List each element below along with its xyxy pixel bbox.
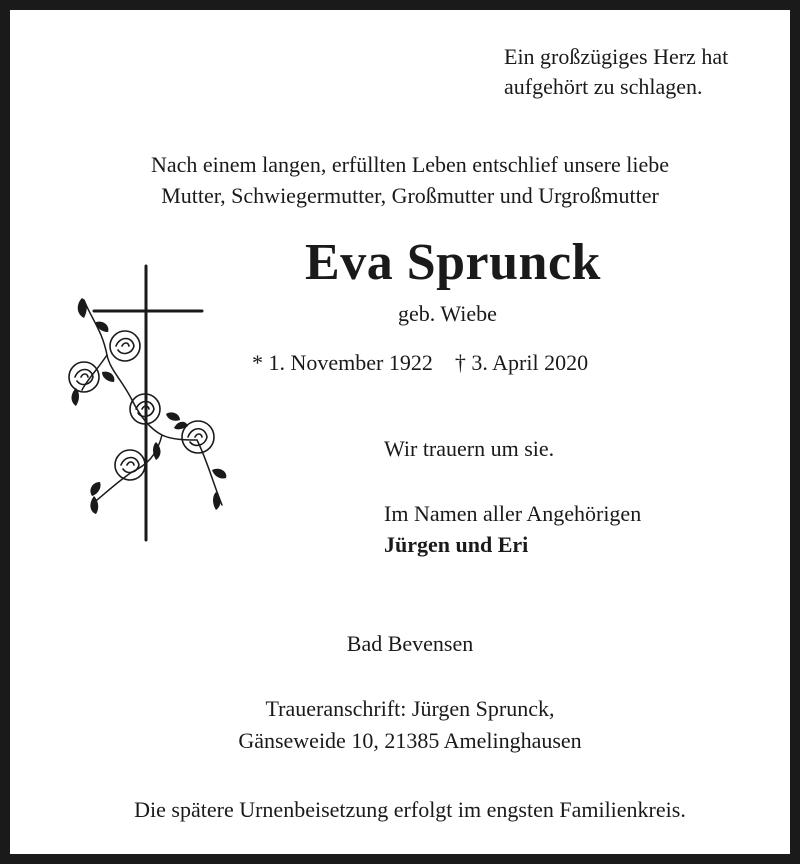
burial-note: Die spätere Urnenbeisetzung erfolgt im engsten Familienkreis. (134, 797, 686, 822)
cross-with-roses-icon (62, 260, 242, 550)
quote-line-1: Ein großzügiges Herz hat (504, 44, 729, 69)
life-dates (252, 348, 588, 378)
quote (504, 42, 728, 102)
town: Bad Bevensen (346, 631, 474, 656)
intro-line-1: Nach einem langen, erfüllten Leben entschlief unsere liebe (151, 152, 669, 177)
family-names: Jürgen und Eri (384, 532, 529, 557)
quote-line-2: aufgehört zu schlagen. (504, 74, 703, 99)
birth-date: * 1. November 1922 (252, 350, 433, 375)
intro-line-2: Mutter, Schwiegermutter, Großmutter und Urgroßmutter (161, 183, 659, 208)
on-behalf-text: Im Namen aller Angehörigen (384, 501, 642, 526)
address-line-2: Gänseweide 10, 21385 Amelinghausen (238, 728, 582, 753)
death-date: † 3. April 2020 (454, 350, 589, 375)
address-line-1: Traueranschrift: Jürgen Sprunck, (265, 696, 555, 721)
deceased-name: Eva Sprunck (305, 234, 601, 291)
maiden-name: geb. Wiebe (398, 301, 497, 326)
mourning-address (10, 693, 800, 757)
intro-text (10, 149, 800, 211)
signature-block (384, 498, 641, 560)
mourning-text: Wir trauern um sie. (384, 436, 555, 461)
